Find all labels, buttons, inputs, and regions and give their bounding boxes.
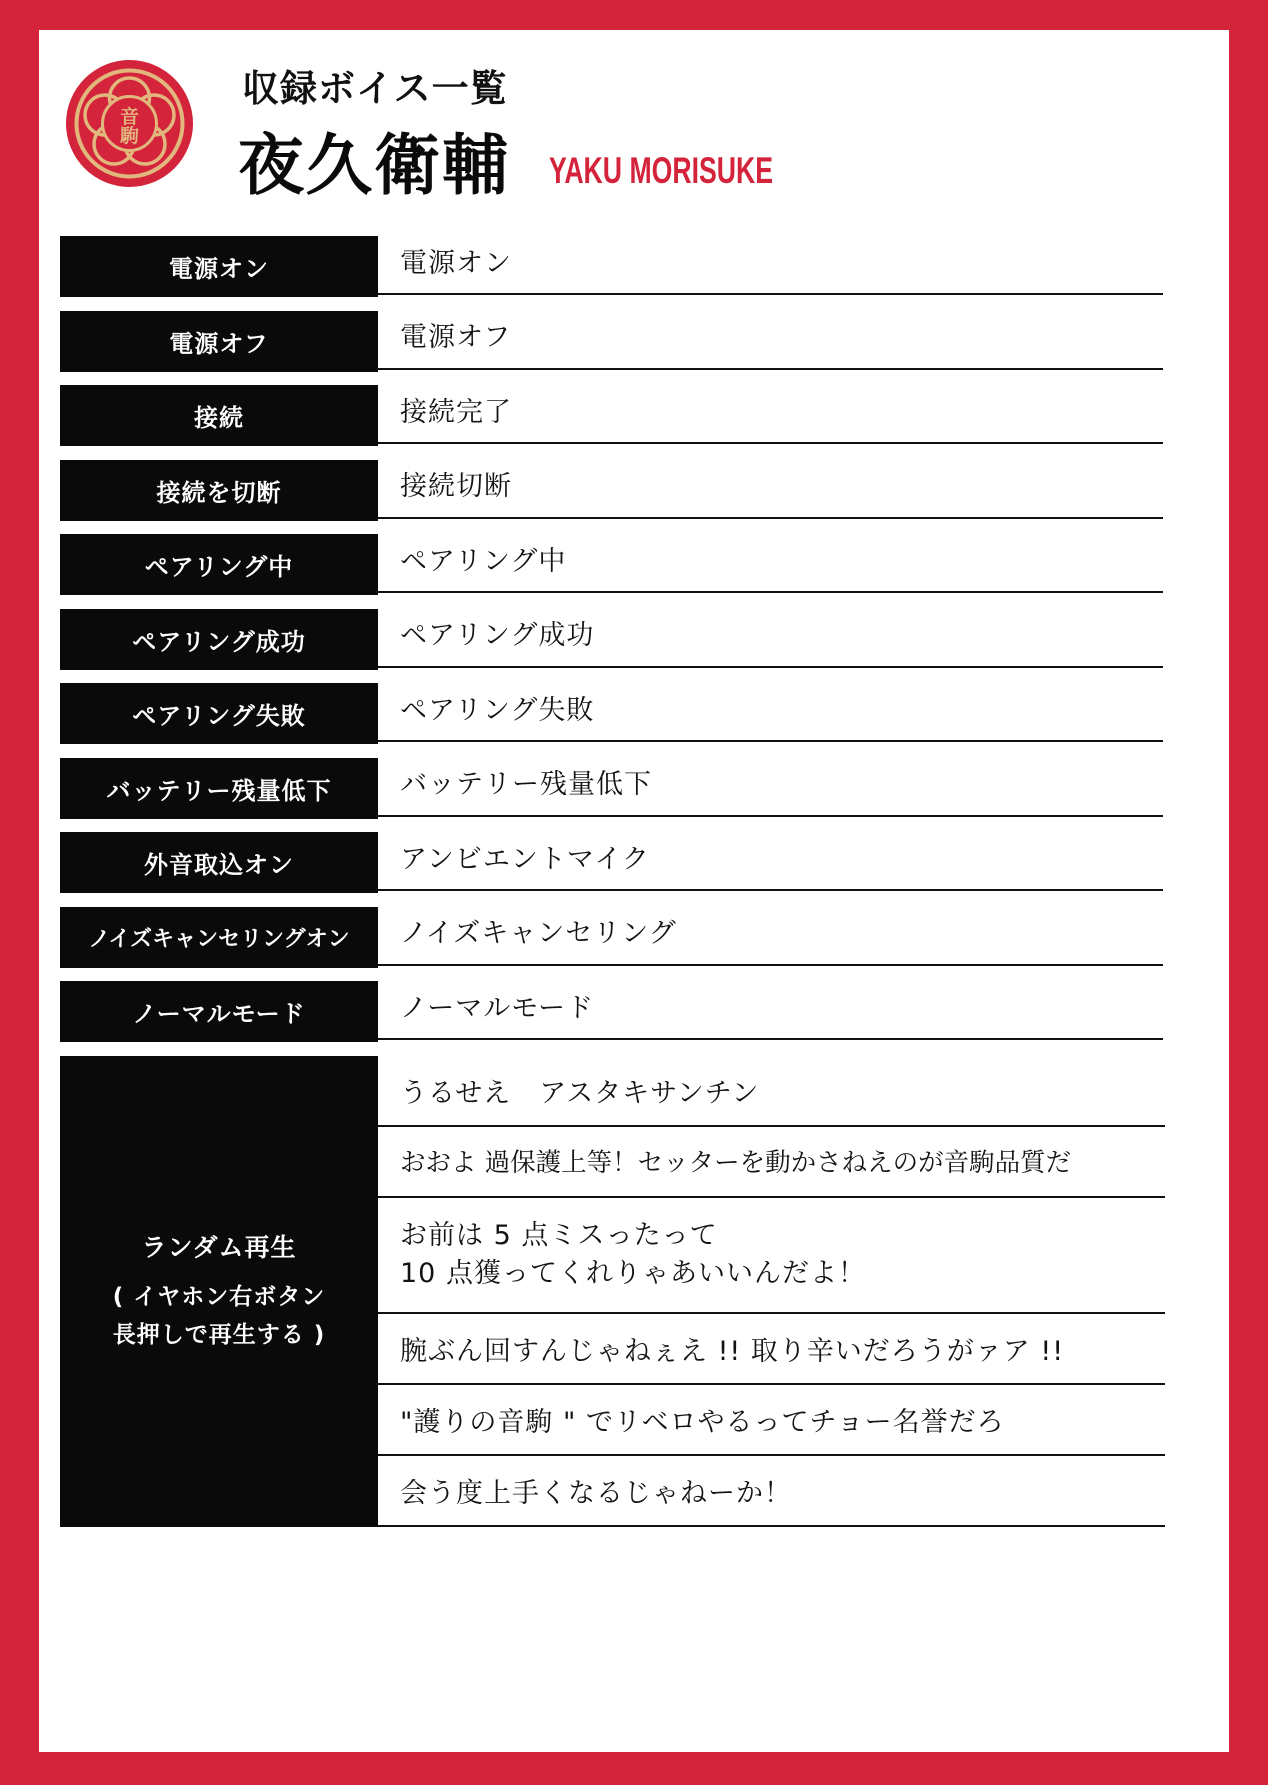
table-row — [60, 608, 1205, 683]
table-row — [60, 682, 1205, 757]
row-voice: 接続完了 — [378, 384, 1163, 444]
row-label: ノイズキャンセリングオン — [60, 907, 378, 968]
random-playback-note — [113, 1278, 326, 1354]
row-label: バッテリー残量低下 — [60, 758, 378, 819]
random-voice-line — [378, 1198, 1165, 1314]
table-row — [60, 831, 1205, 906]
random-voice-line: "護りの音駒 " でリベロやるってチョー名誉だろ — [378, 1385, 1165, 1456]
school-crest-icon — [66, 60, 193, 187]
random-playback-label — [60, 1056, 378, 1527]
row-label: 電源オン — [60, 236, 378, 297]
voice-table — [60, 235, 1205, 1527]
random-voice-list — [378, 1056, 1165, 1527]
random-voice-line: 腕ぶん回すんじゃねぇえ !! 取り辛いだろうがァア !! — [378, 1314, 1165, 1385]
row-label: ペアリング成功 — [60, 609, 378, 670]
random-voice-line: おおよ 過保護上等！セッターを動かさねえのが音駒品質だ — [378, 1127, 1165, 1198]
random-voice-line-part: お前は 5 点ミスったって — [400, 1219, 718, 1251]
row-label: ノーマルモード — [60, 981, 378, 1042]
row-label: 外音取込オン — [60, 832, 378, 893]
table-row — [60, 757, 1205, 832]
table-row — [60, 459, 1205, 534]
random-voice-line-text — [400, 1217, 866, 1293]
row-label: ペアリング失敗 — [60, 683, 378, 744]
row-label: 電源オフ — [60, 311, 378, 372]
table-row — [60, 533, 1205, 608]
row-label: ペアリング中 — [60, 534, 378, 595]
table-row — [60, 235, 1205, 310]
random-note-line: 長押しで再生する ) — [112, 1322, 326, 1348]
character-name: 夜久衛輔 — [238, 127, 510, 204]
row-voice: アンビエントマイク — [378, 831, 1163, 891]
page-subtitle: 収録ボイス一覧 — [242, 67, 508, 110]
random-voice-line: うるせえ アスタキサンチン — [378, 1056, 1165, 1127]
row-voice: ペアリング成功 — [378, 608, 1163, 668]
random-note-line: ( イヤホン右ボタン — [112, 1284, 326, 1310]
row-label: 接続 — [60, 385, 378, 446]
table-row — [60, 906, 1205, 981]
row-voice: 接続切断 — [378, 459, 1163, 519]
emblem-text-top: 音 — [119, 106, 140, 128]
character-name-romaji: YAKU MORISUKE — [549, 150, 774, 191]
emblem-text-bottom: 駒 — [119, 125, 140, 147]
row-label: 接続を切断 — [60, 460, 378, 521]
random-voice-line-part: 10 点獲ってくれりゃあいいんだよ！ — [400, 1257, 866, 1289]
voice-list-sheet — [39, 30, 1229, 1752]
random-voice-line: 会う度上手くなるじゃねーか！ — [378, 1456, 1165, 1527]
row-voice: ペアリング中 — [378, 533, 1163, 593]
table-row — [60, 310, 1205, 385]
header — [39, 30, 1229, 230]
row-voice: ペアリング失敗 — [378, 682, 1163, 742]
row-voice: ノイズキャンセリング — [378, 906, 1163, 966]
table-row — [60, 384, 1205, 459]
row-voice: ノーマルモード — [378, 980, 1163, 1040]
row-voice: 電源オン — [378, 235, 1163, 295]
table-row — [60, 980, 1205, 1055]
random-playback-row — [60, 1056, 1205, 1527]
random-playback-title: ランダム再生 — [141, 1233, 297, 1262]
row-voice: 電源オフ — [378, 310, 1163, 370]
row-voice: バッテリー残量低下 — [378, 757, 1163, 817]
